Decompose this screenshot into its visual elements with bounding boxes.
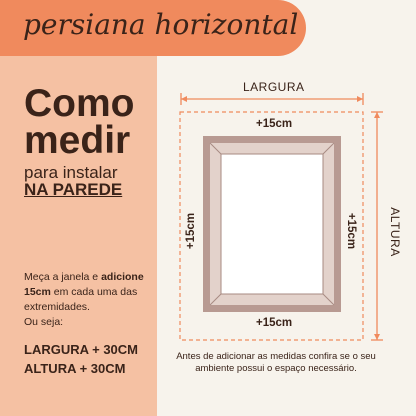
margin-top-label: +15cm [256,118,293,130]
instructions-text-1: Meça a janela e [24,271,102,283]
heading-line-1: Como [24,82,135,125]
width-arrow [181,93,363,105]
formula-width: LARGURA + 30CM [24,342,139,357]
heading-line-2: medir [24,119,131,162]
margin-right-label: +15cm [345,212,357,250]
header-title: persiana horizontal [23,8,299,41]
margin-bottom-label: +15cm [256,317,293,329]
height-arrow [371,112,383,340]
margin-left-label: +15cm [185,212,197,250]
width-label: LARGURA [243,80,305,94]
instructions-text-3: Ou seja: [24,316,64,328]
instructions-bold: adicione 15cm [24,271,144,298]
height-label: ALTURA [388,207,402,257]
subtitle-line-2: NA PAREDE [24,180,123,199]
subtitle-line-1: para instalar [24,163,118,182]
note-text: Antes de adicionar as medidas confira se o seu ambiente possui o espaço necessário. [176,351,376,374]
formula-height: ALTURA + 30CM [24,361,126,376]
window-glass [221,154,323,294]
instructions-text-2: em cada uma das extremidades. [24,286,138,313]
